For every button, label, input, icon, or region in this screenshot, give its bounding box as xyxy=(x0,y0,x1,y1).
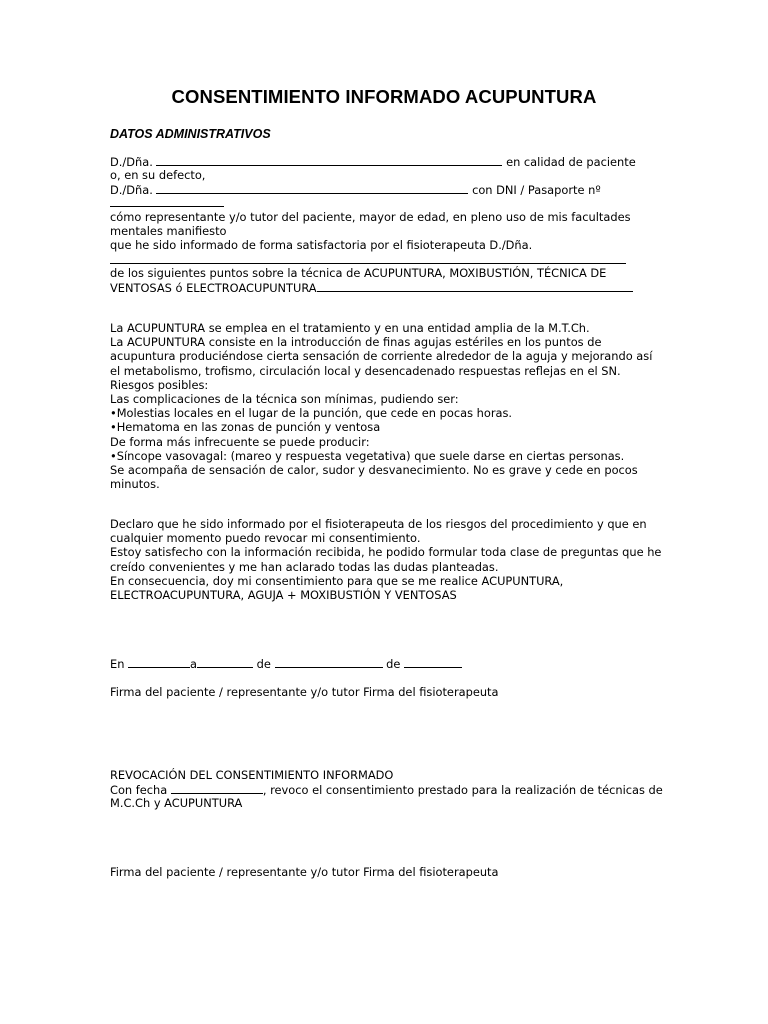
patient-name-suffix: en calidad de paciente xyxy=(502,155,636,169)
technique-types-line xyxy=(110,280,633,295)
declaration-line: Estoy satisfecho con la información recibida, he podido formular toda clase de preguntas que he xyxy=(110,545,662,560)
info-line: minutos. xyxy=(110,477,160,492)
revocation-heading: REVOCACIÓN DEL CONSENTIMIENTO INFORMADO xyxy=(110,768,394,782)
date-de-label-2: de xyxy=(382,657,404,671)
patient-name-blank xyxy=(156,154,502,166)
date-place-line xyxy=(110,656,462,671)
info-line: La ACUPUNTURA se emplea en el tratamiento y en una entidad amplia de la M.T.Ch. xyxy=(110,321,590,335)
place-blank xyxy=(128,656,190,668)
info-line: el metabolismo, trofismo, circulación local y desencadenado respuestas reflejas en el SN. xyxy=(110,363,621,378)
date-de-label: de xyxy=(253,657,275,671)
representative-name-blank xyxy=(156,182,468,194)
revocation-techniques-line: M.C.Ch y ACUPUNTURA xyxy=(110,796,243,810)
signature-line-revocation: Firma del paciente / representante y/o tutor Firma del fisioterapeuta xyxy=(110,865,499,879)
revocation-date-prefix: Con fecha xyxy=(110,783,171,797)
representative-id-suffix: con DNI / Pasaporte nº xyxy=(468,183,601,197)
technique-points-line: de los siguientes puntos sobre la técnica de ACUPUNTURA, MOXIBUSTIÓN, TÉCNICA DE xyxy=(110,266,607,280)
info-line: acupuntura produciéndose cierta sensación de corriente alrededor de la aguja y mejorando así xyxy=(110,349,653,364)
acupuncture-info-paragraph xyxy=(110,321,653,492)
id-number-blank xyxy=(110,206,224,207)
day-blank xyxy=(197,656,253,668)
risk-bullet: •Síncope vasovagal: (mareo y respuesta vegetativa) que suele darse en ciertas personas. xyxy=(110,448,625,463)
date-en-label: En xyxy=(110,657,129,671)
representative-statement-line: cómo representante y/o tutor del paciente, mayor de edad, en pleno uso de mis facultades xyxy=(110,210,631,224)
or-default-line: o, en su defecto, xyxy=(110,168,206,182)
technique-types-blank xyxy=(317,280,633,292)
revocation-date-blank xyxy=(171,782,263,794)
declaration-line: En consecuencia, doy mi consentimiento para que se me realice ACUPUNTURA, xyxy=(110,573,564,588)
year-blank xyxy=(404,656,462,668)
declaration-line: Declaro que he sido informado por el fisioterapeuta de los riesgos del procedimiento y que en xyxy=(110,517,647,531)
section-heading-admin: DATOS ADMINISTRATIVOS xyxy=(110,127,271,141)
date-a-label: a xyxy=(190,657,198,671)
info-line: Las complicaciones de la técnica son mínimas, pudiendo ser: xyxy=(110,392,459,407)
risks-heading: Riesgos posibles: xyxy=(110,377,209,392)
risk-bullet: •Hematoma en las zonas de punción y ventosa xyxy=(110,420,381,435)
physiotherapist-name-blank xyxy=(110,263,626,264)
declaration-line: ELECTROACUPUNTURA, AGUJA + MOXIBUSTIÓN Y VENTOSAS xyxy=(110,588,457,603)
month-blank xyxy=(275,656,383,668)
informed-by-line: que he sido informado de forma satisfactoria por el fisioterapeuta D./Dña. xyxy=(110,238,533,252)
signature-line-consent: Firma del paciente / representante y/o tutor Firma del fisioterapeuta xyxy=(110,685,499,699)
technique-types-text: VENTOSAS ó ELECTROACUPUNTURA xyxy=(110,281,317,295)
revocation-date-suffix: , revoco el consentimiento prestado para la realización de técnicas de xyxy=(262,783,663,797)
declaration-line: cualquier momento puedo revocar mi consentimiento. xyxy=(110,531,421,546)
declaration-line: creído convenientes y me han aclarado todas las dudas planteadas. xyxy=(110,559,499,574)
info-line: De forma más infrecuente se puede producir: xyxy=(110,434,370,449)
revocation-date-line xyxy=(110,782,663,797)
declaration-paragraph xyxy=(110,517,662,603)
mental-faculties-line: mentales manifiesto xyxy=(110,224,227,238)
info-line: Se acompaña de sensación de calor, sudor y desvanecimiento. No es grave y cede en pocos xyxy=(110,463,638,478)
representative-name-line xyxy=(110,182,601,197)
info-line: La ACUPUNTURA consiste en la introducción de finas agujas estériles en los puntos de xyxy=(110,335,602,350)
representative-name-prefix: D./Dña. xyxy=(110,183,157,197)
risk-bullet: •Molestias locales en el lugar de la punción, que cede en pocas horas. xyxy=(110,406,513,421)
document-title: CONSENTIMIENTO INFORMADO ACUPUNTURA xyxy=(171,86,597,107)
patient-name-line xyxy=(110,154,636,169)
patient-name-prefix: D./Dña. xyxy=(110,155,157,169)
